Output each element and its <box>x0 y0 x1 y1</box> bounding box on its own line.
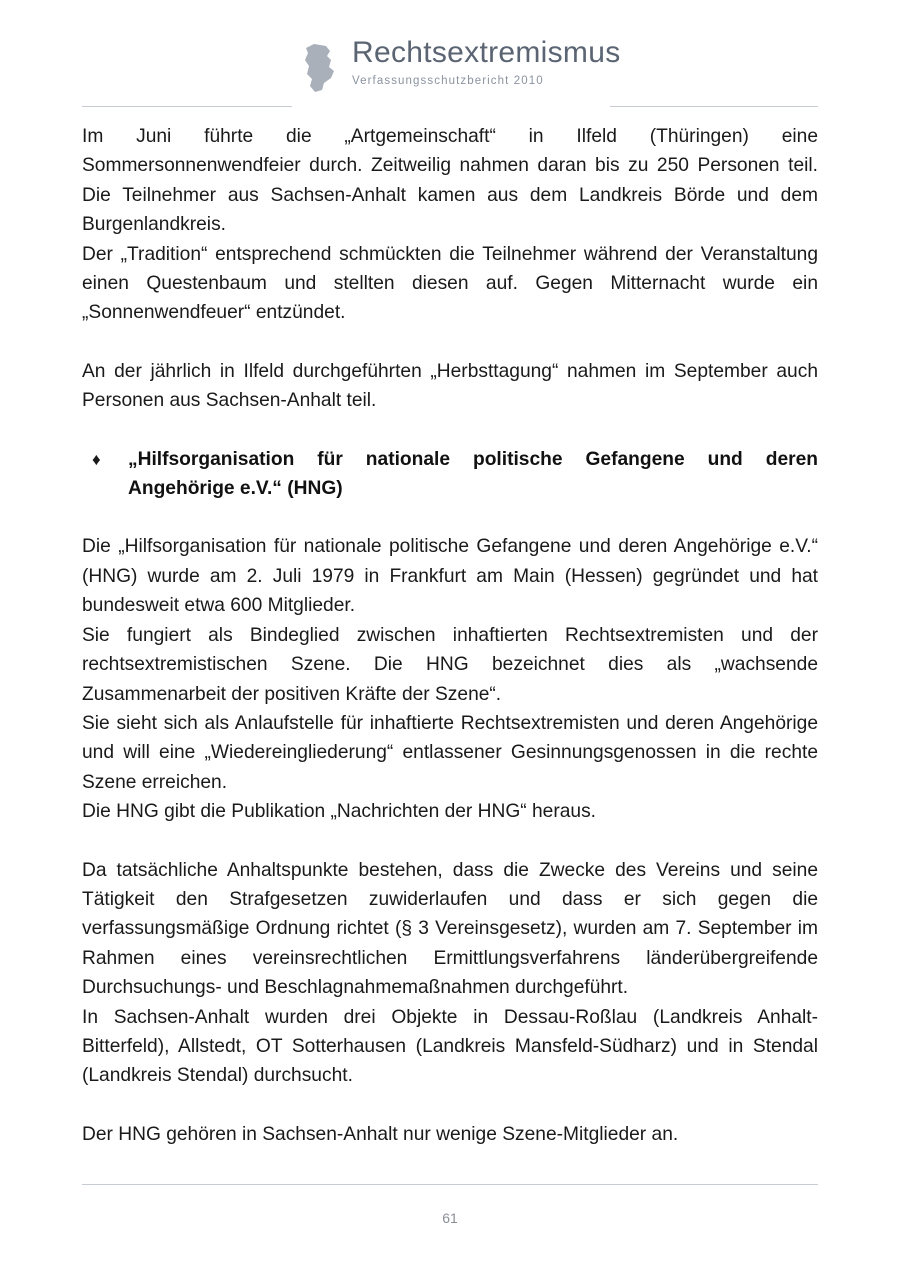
paragraph: Die „Hilfsorganisation für nationale politische Gefangene und deren Angehörige e.V.“ (HNG) wurde am 2. Juli 1979 in Frankfurt am Main (Hessen) gegründet und hat bundesweit etwa 600 Mitglieder. <box>82 536 818 617</box>
paragraph: Die HNG gibt die Publikation „Nachrichten der HNG“ heraus. <box>82 801 597 823</box>
diamond-bullet-icon: ♦ <box>92 449 101 469</box>
section-heading-bullet <box>82 445 818 504</box>
paragraph: Sie sieht sich als Anlaufstelle für inhaftierte Rechtsextremisten und deren Angehörige und will eine „Wiedereingliederung“ entlassener Gesinnungsgenossen in die rechte Szene erreichen. <box>82 712 818 793</box>
page-header <box>0 38 900 110</box>
header-rule-right <box>610 106 818 107</box>
footer-rule <box>82 1184 818 1185</box>
paragraph: In Sachsen-Anhalt wurden drei Objekte in Dessau-Roßlau (Landkreis Anhalt-Bitterfeld), Allstedt, OT Sotterhausen (Landkreis Mansfeld-Südharz) und in Stendal (Landkreis Stendal) durchsucht. <box>82 1006 818 1087</box>
saxony-anhalt-map-icon <box>300 42 342 94</box>
paragraph-spacer <box>82 827 818 856</box>
section-heading-text: „Hilfsorganisation für nationale politische Gefangene und deren Angehörige e.V.“ (HNG) <box>128 448 818 500</box>
paragraph-spacer <box>82 503 818 532</box>
paragraph-spacer <box>82 416 818 445</box>
paragraph: An der jährlich in Ilfeld durchgeführten „Herbsttagung“ nahmen im September auch Personen aus Sachsen-Anhalt teil. <box>82 360 818 412</box>
document-body <box>82 122 818 1149</box>
page-subtitle: Verfassungsschutzbericht 2010 <box>352 75 544 87</box>
paragraph: Sie fungiert als Bindeglied zwischen inhaftierten Rechtsextremisten und der rechtsextremistischen Szene. Die HNG bezeichnet dies als „wachsende Zusammenarbeit der positiven Kräfte der Szene“. <box>82 624 818 705</box>
paragraph: Im Juni führte die „Artgemeinschaft“ in Ilfeld (Thüringen) eine Sommersonnenwendfeier durch. Zeitweilig nahmen daran bis zu 250 Personen teil. Die Teilnehmer aus Sachsen-Anhalt kamen aus dem Landkreis Börde und dem Burgenlandkreis. <box>82 126 818 236</box>
header-rule-left <box>82 106 292 107</box>
paragraph-spacer <box>82 328 818 357</box>
page-title: Rechtsextremismus <box>352 36 621 69</box>
paragraph: Der „Tradition“ entsprechend schmückten die Teilnehmer während der Veranstaltung einen Questenbaum und stellten diesen auf. Gegen Mitternacht wurde ein „Sonnenwendfeuer“ entzündet. <box>82 243 818 324</box>
header-brand <box>300 38 621 94</box>
page-number: 61 <box>442 1210 458 1226</box>
paragraph-spacer <box>82 1091 818 1120</box>
paragraph: Der HNG gehören in Sachsen-Anhalt nur wenige Szene-Mitglieder an. <box>82 1123 679 1145</box>
paragraph: Da tatsächliche Anhaltspunkte bestehen, dass die Zwecke des Vereins und seine Tätigkeit den Strafgesetzen zuwiderlaufen und dass er sich gegen die verfassungsmäßige Ordnung richtet (§ 3 Vereinsgesetz), wurden am 7. September im Rahmen eines vereinsrechtlichen Ermittlungsverfahrens länderübergreifende Durchsuchungs- und Beschlagnahmemaßnahmen durchgeführt. <box>82 859 818 999</box>
